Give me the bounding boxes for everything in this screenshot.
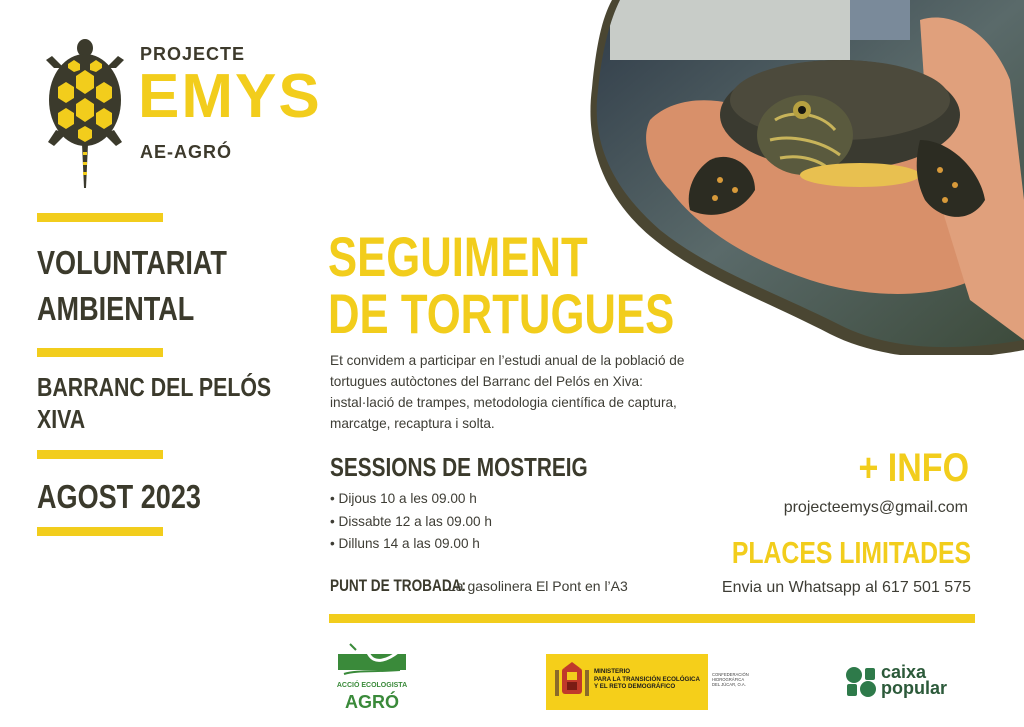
session-item: • Dijous 10 a les 09.00 h	[330, 491, 477, 506]
chj-line: HIDROGRÁFICA	[712, 677, 745, 683]
contact-email[interactable]: projecteemys@gmail.com	[783, 499, 968, 516]
left-title-line2: AMBIENTAL	[37, 290, 195, 327]
event-date: AGOST 2023	[37, 478, 201, 515]
meeting-point-label: PUNT DE TROBADA:	[330, 576, 466, 595]
divider-bar	[37, 213, 163, 222]
footer-divider-bar	[329, 614, 975, 623]
whatsapp-contact[interactable]: Envia un Whatsapp al 617 501 575	[721, 579, 971, 596]
ministerio-line: Y EL RETO DEMOGRÁFICO	[594, 683, 676, 690]
caixa-word: caixa	[881, 662, 927, 682]
agro-name: AGRÓ	[345, 692, 399, 712]
sessions-heading: SESSIONS DE MOSTREIG	[330, 452, 588, 482]
main-title-line1: SEGUIMENT	[328, 225, 588, 288]
ministerio-line: MINISTERIO	[594, 668, 631, 675]
turtle-logo-icon	[44, 38, 126, 190]
divider-bar	[37, 450, 163, 459]
info-heading: + INFO	[858, 446, 969, 490]
session-item: • Dissabte 12 a las 09.00 h	[330, 514, 492, 529]
divider-bar	[37, 527, 163, 536]
agro-logo	[336, 640, 408, 712]
caixa-symbol-icon	[845, 666, 877, 698]
location-line1: BARRANC DEL PELÓS	[37, 372, 272, 402]
heron-icon	[336, 640, 408, 682]
popular-word: popular	[881, 678, 947, 698]
ministerio-line: PARA LA TRANSICIÓN ECOLÓGICA	[594, 675, 700, 683]
brand-top-label: PROJECTE	[140, 44, 246, 64]
intro-paragraph: Et convidem a participar en l’estudi anual de la població de tortugues autòctones del Barranc del Pelós en Xiva: instal·lació de trampes, metodologia científica de captura, marcatge, recaptura i solta.	[330, 353, 685, 431]
main-title-line2: DE TORTUGUES	[328, 282, 675, 345]
ministerio-panel	[546, 654, 708, 710]
location-line2: XIVA	[37, 404, 86, 434]
brand-name: EMYS	[138, 62, 322, 131]
chj-line: CONFEDERACIÓN	[712, 672, 749, 677]
caixa-popular-logo	[845, 662, 970, 702]
left-title-line1: VOLUNTARIAT	[37, 244, 227, 281]
session-item: • Dilluns 14 a las 09.00 h	[330, 536, 480, 551]
divider-bar	[37, 348, 163, 357]
coat-of-arms-icon	[552, 660, 592, 704]
ministerio-logo	[546, 654, 758, 710]
meeting-point-value: La gasolinera El Pont en l’A3	[448, 578, 628, 594]
limited-places-label: PLACES LIMITADES	[731, 535, 971, 570]
agro-subtitle: ACCIÓ ECOLOGISTA	[336, 682, 408, 689]
brand-bottom-label: AE-AGRÓ	[140, 142, 232, 162]
chj-line: DEL JÚCAR, O.A.	[712, 682, 746, 688]
